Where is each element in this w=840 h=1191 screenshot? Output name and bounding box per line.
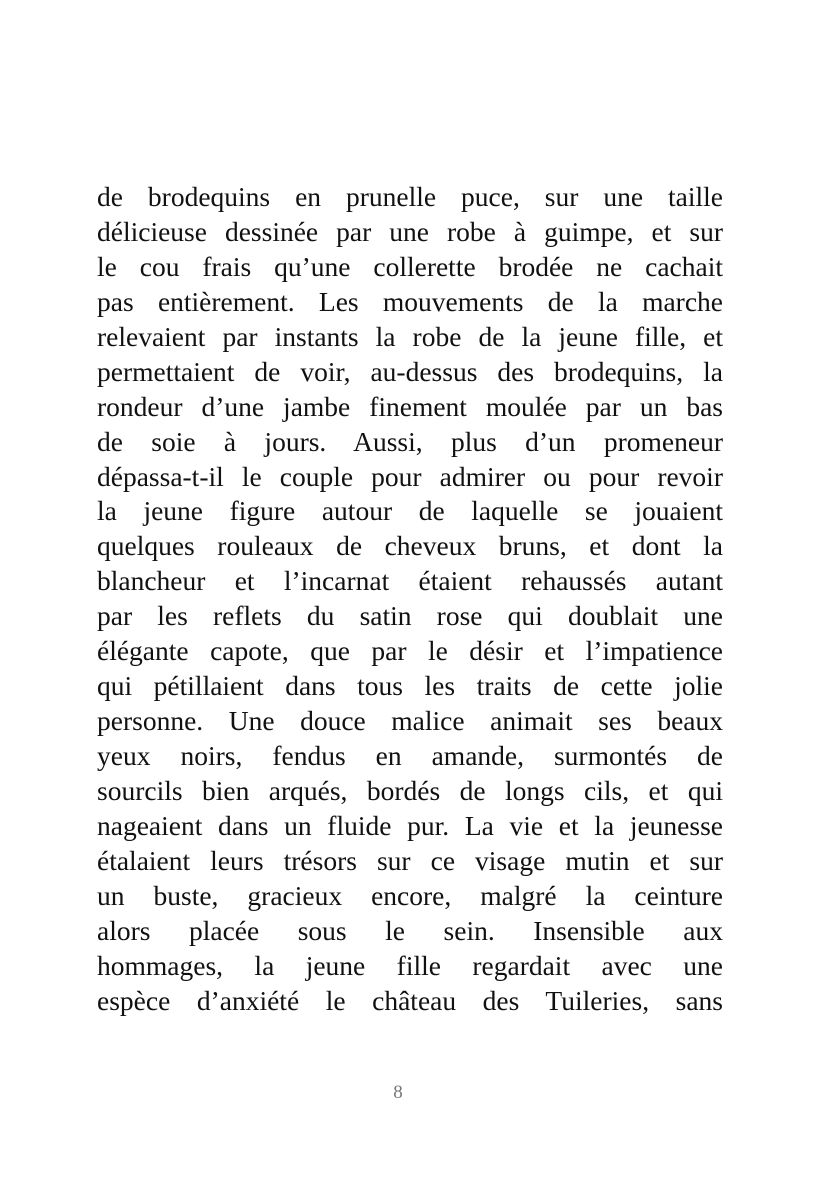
text-line: espèce d’anxiété le château des Tuileries, sans	[97, 984, 723, 1016]
text-line: de soie à jours. Aussi, plus d’un promeneur	[97, 425, 723, 457]
text-line: délicieuse dessinée par une robe à guimpe, et sur	[97, 215, 723, 247]
page-number: 8	[393, 1082, 403, 1103]
text-line: par les reflets du satin rose qui doublait une	[97, 600, 723, 632]
text-line: relevaient par instants la robe de la jeune fille, et	[97, 320, 723, 352]
text-line: alors placée sous le sein. Insensible aux	[97, 914, 723, 946]
text-line: personne. Une douce malice animait ses beaux	[97, 705, 723, 737]
text-line: élégante capote, que par le désir et l’impatience	[97, 635, 723, 667]
text-line: permettaient de voir, au-dessus des brodequins, la	[97, 355, 723, 387]
text-line: rondeur d’une jambe finement moulée par un bas	[97, 390, 723, 422]
text-line: qui pétillaient dans tous les traits de cette jolie	[97, 670, 723, 702]
text-line: un buste, gracieux encore, malgré la ceinture	[97, 879, 723, 911]
text-line: quelques rouleaux de cheveux bruns, et dont la	[97, 530, 723, 562]
body-text	[97, 180, 723, 1019]
text-line: étalaient leurs trésors sur ce visage mutin et sur	[97, 844, 723, 876]
text-line: blancheur et l’incarnat étaient rehaussés autant	[97, 565, 723, 597]
text-line: sourcils bien arqués, bordés de longs cils, et qui	[97, 774, 723, 806]
text-line: de brodequins en prunelle puce, sur une taille	[97, 181, 723, 212]
text-line: pas entièrement. Les mouvements de la marche	[97, 285, 723, 317]
text-line: hommages, la jeune fille regardait avec une	[97, 949, 723, 981]
text-line: dépassa-t-il le couple pour admirer ou pour revoir	[97, 460, 723, 492]
text-line: le cou frais qu’une collerette brodée ne cachait	[97, 250, 723, 282]
text-line: yeux noirs, fendus en amande, surmontés de	[97, 740, 723, 771]
text-line: la jeune figure autour de laquelle se jouaient	[97, 495, 723, 527]
text-line: nageaient dans un fluide pur. La vie et la jeunesse	[97, 809, 723, 841]
